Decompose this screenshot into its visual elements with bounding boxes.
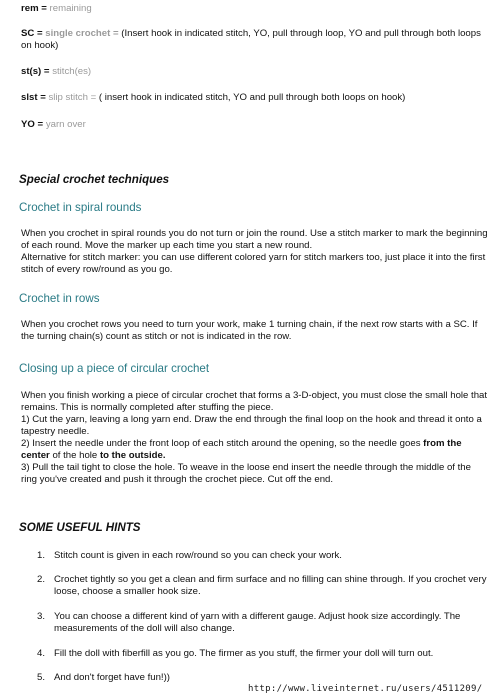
special-techniques-heading: Special crochet techniques bbox=[19, 173, 170, 186]
abbr-eq: = bbox=[41, 66, 53, 77]
hint-number: 3. bbox=[37, 611, 46, 622]
section-title-rows: Crochet in rows bbox=[19, 292, 100, 305]
hint-number: 1. bbox=[37, 550, 46, 561]
abbr-key: SC bbox=[21, 28, 35, 39]
useful-hints-heading: SOME USEFUL HINTS bbox=[19, 521, 141, 534]
section-title-spiral: Crochet in spiral rounds bbox=[19, 201, 142, 214]
abbr-desc: (Insert hook in indicated stitch, YO, pull through loop, YO and pull through both loops on hook) bbox=[21, 28, 481, 51]
abbreviation-yo bbox=[21, 119, 86, 131]
abbr-desc: ( insert hook in indicated stitch, YO and pull through both loops on hook) bbox=[98, 92, 406, 103]
hint-number: 2. bbox=[37, 574, 46, 585]
spiral-paragraph bbox=[21, 228, 489, 276]
closing-text-3 bbox=[21, 438, 489, 462]
spiral-text-1: When you crochet in spiral rounds you do not turn or join the round. Use a stitch marker to mark the beginning of each round. Move the marker up each time you start a new round. bbox=[21, 228, 488, 251]
hint-text: Stitch count is given in each row/round so you can check your work. bbox=[54, 550, 342, 561]
section-title-closing: Closing up a piece of circular crochet bbox=[19, 362, 210, 375]
hint-text: You can choose a different kind of yarn with a different gauge. Adjust hook size accordingly. The measurements of the doll will also change. bbox=[54, 611, 461, 634]
abbr-eq: = bbox=[34, 119, 46, 130]
abbr-term: yarn over bbox=[45, 119, 86, 130]
closing-text-3d: to the outside. bbox=[99, 450, 166, 461]
closing-paragraph bbox=[21, 390, 489, 486]
abbr-term: single crochet = bbox=[45, 28, 122, 39]
abbr-eq: = bbox=[37, 92, 49, 103]
abbr-key: slst bbox=[21, 92, 38, 103]
closing-text-2: 1) Cut the yarn, leaving a long yarn end. Draw the end through the final loop on the hook and thread it onto a tapestry needle. bbox=[21, 414, 482, 437]
closing-text-3b: from the center bbox=[21, 438, 462, 461]
abbr-key: YO bbox=[21, 119, 35, 130]
abbr-term: remaining bbox=[49, 3, 92, 14]
hint-text: Fill the doll with fiberfill as you go. The firmer as you stuff, the firmer your doll will turn out. bbox=[54, 648, 434, 659]
hint-text: Crochet tightly so you get a clean and firm surface and no filling can shine through. If you crochet very loose, choose a smaller hook size. bbox=[54, 574, 487, 597]
abbr-eq: = bbox=[34, 28, 46, 39]
abbreviation-sts bbox=[21, 66, 91, 78]
abbr-term: slip stitch = bbox=[48, 92, 99, 103]
closing-text-3c: of the hole bbox=[49, 450, 100, 461]
spiral-text-2: Alternative for stitch marker: you can use different colored yarn for stitch markers too, just place it into the first stitch of every row/round as you go. bbox=[21, 252, 486, 275]
rows-text: When you crochet rows you need to turn your work, make 1 turning chain, if the next row starts with a SC. If the turning chain(s) count as stitch or not is indicated in the row. bbox=[21, 319, 478, 342]
hint-text: And don't forget have fun!)) bbox=[54, 672, 170, 683]
abbr-eq: = bbox=[38, 3, 50, 14]
hint-number: 4. bbox=[37, 648, 46, 659]
closing-text-3a: 2) Insert the needle under the front loop of each stitch around the opening, so the needle goes bbox=[21, 438, 424, 449]
watermark-url: http://www.liveinternet.ru/users/4511209/ bbox=[248, 684, 483, 694]
abbreviation-slst bbox=[21, 92, 491, 104]
abbr-term: stitch(es) bbox=[52, 66, 92, 77]
closing-text-1: When you finish working a piece of circular crochet that forms a 3-D-object, you must close the small hole that remains. This is normally completed after stuffing the piece. bbox=[21, 390, 488, 413]
abbr-key: rem bbox=[21, 3, 39, 14]
abbr-key: st(s) bbox=[21, 66, 42, 77]
abbreviation-sc bbox=[21, 28, 491, 52]
abbreviation-rem bbox=[21, 3, 92, 15]
hint-number: 5. bbox=[37, 672, 46, 683]
closing-text-4: 3) Pull the tail tight to close the hole. To weave in the loose end insert the needle through the middle of the ring you've created and push it through the crochet piece. Cut off the end. bbox=[21, 462, 471, 485]
